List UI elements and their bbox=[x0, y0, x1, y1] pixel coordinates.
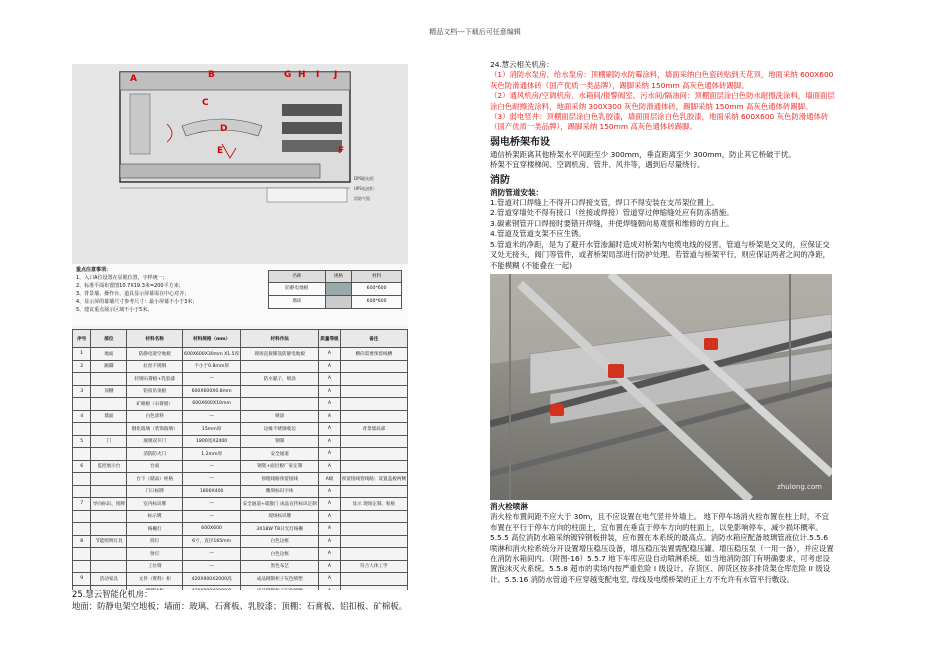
table-cell: 顶棚 bbox=[91, 385, 127, 398]
table-cell: — bbox=[183, 560, 241, 573]
table-cell bbox=[73, 398, 91, 411]
table-cell bbox=[91, 373, 127, 386]
notes-title: 重点注意事项： bbox=[76, 267, 112, 273]
table-cell: 8 bbox=[73, 535, 91, 548]
note-5: 5、建议重点展示区域不小于5米。 bbox=[76, 307, 153, 313]
table-cell: A bbox=[319, 385, 340, 398]
sprinkler-paragraph: 5.5.5 高位消防水箱采纳镀锌钢板拼装，应布置在本系统的最高点。消防水箱应配备玻璃管液位计.5.5.6 喷淋和消火栓系统分开设置增压稳压设备，增压稳压装置需配稳压罐、增压稳压泵（一用一备），并应设置在消防水箱间内。（附图-16）5.5.7 地下车库应设自动喷淋系统。如当地消防部门有明确要求，可考虑设置泡沫灭火系统。5.5.8 超市的卖场内按严重危险 I 级设计。存货区、卸货区按多排货架仓库危险 II 级设计。5.5.16 消防水管道不应穿越变配电室, 母线及电缆桥架的正上方不允许有水管平行敷设。 bbox=[490, 533, 834, 584]
table-cell: 3X18W T8日光灯格栅 bbox=[241, 523, 319, 536]
table-cell: 1.2mm厚 bbox=[183, 448, 241, 461]
table-cell: 3 bbox=[73, 385, 91, 398]
plan-letter-h: H bbox=[298, 70, 306, 80]
table-cell: 安全通道 bbox=[241, 448, 319, 461]
table-cell: 台下（储品）柜格 bbox=[127, 473, 183, 486]
table-row bbox=[73, 573, 408, 586]
table-cell: A bbox=[319, 373, 340, 386]
table-cell bbox=[91, 448, 127, 461]
table-row bbox=[73, 473, 408, 486]
table-cell bbox=[73, 485, 91, 498]
table-cell: 1800宽X2400 bbox=[183, 435, 241, 448]
section-24-title: 24.慧云相关机房： bbox=[490, 60, 554, 69]
plan-letter-g: G bbox=[284, 70, 292, 80]
table-cell bbox=[340, 385, 407, 398]
table-cell bbox=[91, 473, 127, 486]
legend-cell: 防静电地板 bbox=[269, 283, 326, 296]
side-label-gas: 消防气瓶 bbox=[354, 196, 370, 201]
table-cell: 5 bbox=[73, 435, 91, 448]
table-cell: 矿棉板（石膏板） bbox=[127, 398, 183, 411]
table-row bbox=[73, 523, 408, 536]
col-header: 材料规格（mm） bbox=[183, 330, 241, 348]
table-cell bbox=[91, 398, 127, 411]
table-cell: 导向标识、铭牌 bbox=[91, 498, 127, 511]
pipe-photo-drawing bbox=[490, 274, 832, 500]
plan-notes bbox=[72, 264, 408, 326]
table-cell: 监控展示台 bbox=[91, 460, 127, 473]
plan-letter-c: C bbox=[202, 98, 209, 108]
table-cell bbox=[73, 423, 91, 436]
table-cell: A bbox=[319, 535, 340, 548]
table-cell bbox=[340, 523, 407, 536]
table-cell: 踢脚 bbox=[91, 360, 127, 373]
table-cell: 600X600X0.8mm bbox=[183, 385, 241, 398]
table-cell: A bbox=[319, 398, 340, 411]
table-row bbox=[73, 435, 408, 448]
table-cell: 防水腻子，喷涂 bbox=[241, 373, 319, 386]
fire-heading: 消防 bbox=[490, 174, 510, 186]
table-cell: A bbox=[319, 360, 340, 373]
table-cell bbox=[241, 360, 319, 373]
table-cell: 安全通道+疏散门 成品宣传标识定制 bbox=[241, 498, 319, 511]
table-cell: A bbox=[319, 435, 340, 448]
table-cell: 现场直接铺设防静电地板 bbox=[241, 348, 319, 361]
table-row bbox=[73, 373, 408, 386]
left-figure bbox=[72, 64, 408, 590]
table-cell: A bbox=[319, 523, 340, 536]
table-cell: 600X600X10mm bbox=[183, 398, 241, 411]
table-cell: 筒灯 bbox=[127, 535, 183, 548]
section-25-title: 25.慧云智能化机房： bbox=[72, 589, 153, 599]
pipe-photo bbox=[490, 274, 832, 500]
table-cell: 轻钢石膏板+乳胶漆 bbox=[127, 373, 183, 386]
table-row bbox=[73, 560, 408, 573]
col-header: 部位 bbox=[91, 330, 127, 348]
table-cell: A bbox=[319, 460, 340, 473]
table-cell: — bbox=[183, 510, 241, 523]
table-cell: — bbox=[183, 548, 241, 561]
table-cell: 活动家具 bbox=[91, 573, 127, 586]
table-row bbox=[73, 410, 408, 423]
sprinkler-paragraph: 消火栓布置间距不应大于 30m，且不应设置在电气竖井外墙上。 地下停车场消火栓布置在柱上时，不宜布置在平行于停车方向的柱面上，宜布置在垂直于停车方向的柱面上，以免影响停车，减少损坏概率。 bbox=[490, 512, 830, 532]
table-cell: 室内标识牌 bbox=[127, 498, 183, 511]
table-cell bbox=[73, 523, 91, 536]
legend-header: 规格 bbox=[325, 271, 352, 283]
table-cell: A bbox=[319, 410, 340, 423]
note-2: 2、标准平面布置图10.7X19.3米=200平方米； bbox=[76, 283, 184, 289]
table-row bbox=[73, 360, 408, 373]
plan-letter-d: D bbox=[220, 124, 228, 134]
table-cell bbox=[340, 398, 407, 411]
plan-letter-i: I bbox=[316, 70, 320, 80]
s24-item: （3）弱电竖井：顶棚面层涂白色乳胶漆，墙面面层涂白色乳胶漆，地面采纳 600X600 灰色防滑通体砖（国产优质一类品牌），踢脚采纳 150mm 高灰色通体砖踢脚。 bbox=[490, 112, 829, 132]
table-cell: 不小于0.8mm厚 bbox=[183, 360, 241, 373]
table-cell: 600X600 bbox=[183, 523, 241, 536]
table-cell: 420X900X2000高 bbox=[183, 573, 241, 586]
table-cell: 格栅灯 bbox=[127, 523, 183, 536]
table-cell bbox=[91, 510, 127, 523]
table-cell: 预留接线管线路；设置盖板两侧 bbox=[340, 473, 407, 486]
table-row bbox=[73, 448, 408, 461]
table-cell: 墙面 bbox=[91, 410, 127, 423]
table-cell: A bbox=[319, 498, 340, 511]
note-3: 3、背景墙、操作台、道具显示屏幕需在中心对齐； bbox=[76, 291, 190, 297]
table-cell bbox=[73, 548, 91, 561]
legend-swatch bbox=[325, 283, 352, 296]
table-cell: A bbox=[319, 560, 340, 573]
table-cell: 1800X400 bbox=[183, 485, 241, 498]
table-row bbox=[73, 348, 408, 361]
table-cell: 钢架+面层板厂家定制 bbox=[241, 460, 319, 473]
pipe-subheading: 消防管道安装： bbox=[490, 187, 544, 197]
table-cell: 文件（资料）柜 bbox=[127, 573, 183, 586]
table-cell bbox=[91, 523, 127, 536]
table-cell bbox=[91, 485, 127, 498]
photo-watermark: zhulong.com bbox=[777, 482, 822, 491]
side-label-ups: UPS电池柜 bbox=[354, 186, 374, 191]
col-header: 材料名称 bbox=[127, 330, 183, 348]
page-header: 精品文档---下载后可任意编辑 bbox=[429, 28, 521, 36]
table-cell: 地面 bbox=[91, 348, 127, 361]
table-row bbox=[73, 398, 408, 411]
table-cell: 雕刻标识字体 bbox=[241, 485, 319, 498]
table-cell: 拉丝不锈钢 bbox=[127, 360, 183, 373]
table-cell: A bbox=[319, 573, 340, 586]
legend-header: 名称 bbox=[269, 271, 326, 283]
table-cell: — bbox=[183, 498, 241, 511]
table-cell bbox=[340, 360, 407, 373]
table-cell bbox=[340, 460, 407, 473]
table-cell: 4 bbox=[73, 410, 91, 423]
table-cell bbox=[73, 448, 91, 461]
table-cell bbox=[73, 560, 91, 573]
table-cell: 节能照明灯具 bbox=[91, 535, 127, 548]
bridge-heading: 弱电桥架布设 bbox=[490, 136, 550, 148]
materials-table-body bbox=[73, 348, 408, 591]
table-cell: 钢化玻璃（装饰玻璃） bbox=[127, 423, 183, 436]
table-cell: 6寸，直径165mm bbox=[183, 535, 241, 548]
table-cell: A级 bbox=[319, 473, 340, 486]
bridge-paragraph: 桥架不宜穿楼梯间、空调机房、管井、风井等，遇到后尽量绕行。 bbox=[490, 160, 705, 170]
table-row bbox=[73, 460, 408, 473]
table-cell: 黑色布艺 bbox=[241, 560, 319, 573]
table-row bbox=[73, 423, 408, 436]
table-cell: 1 bbox=[73, 348, 91, 361]
table-cell: 防静电架空地板 bbox=[127, 348, 183, 361]
table-cell: 2 bbox=[73, 360, 91, 373]
table-cell: 工位椅 bbox=[127, 560, 183, 573]
table-cell: 标示牌 bbox=[127, 510, 183, 523]
legend-cell: 600*600 bbox=[352, 283, 402, 296]
table-cell bbox=[340, 448, 407, 461]
table-cell: A bbox=[319, 448, 340, 461]
table-cell: A bbox=[319, 548, 340, 561]
table-cell: 门 bbox=[91, 435, 127, 448]
table-cell: 玻璃双开门 bbox=[127, 435, 183, 448]
s24-item: （1）消防水泵房、给水泵房：顶棚刷防水防霉涂料，墙面采纳白色瓷砖贴到天花顶，地面采纳 600X600 灰色防滑通体砖（国产优质一类品牌），踢脚采纳 150mm 高灰色通体砖踢脚。 bbox=[490, 70, 834, 90]
table-cell: 符合人体工学 bbox=[340, 560, 407, 573]
materials-table bbox=[72, 329, 408, 590]
table-cell bbox=[73, 373, 91, 386]
side-label-dps: DPS配电柜 bbox=[354, 176, 375, 181]
pipe-item: 5.管道米的净距，是为了避开水管渗漏时造成对桥架内电缆电线的侵害。管道与桥架是交叉的，应保证交叉处无接头，阀门等管件，或者桥架局部进行防护处理。若管道与桥架平行，则应保证两者之间的净距，不能模糊 (不能叠在一起) bbox=[490, 239, 830, 270]
table-cell: 白色涂料 bbox=[127, 410, 183, 423]
table-cell: 横向需要预留线槽 bbox=[340, 348, 407, 361]
table-cell: 15mm厚 bbox=[183, 423, 241, 436]
note-1: 1、入口A位设置在显眼位置，字样统一； bbox=[76, 275, 168, 281]
table-cell: 9 bbox=[73, 573, 91, 586]
plan-letter-f: F bbox=[338, 146, 345, 156]
table-row bbox=[73, 510, 408, 523]
table-cell: 7 bbox=[73, 498, 91, 511]
table-cell bbox=[73, 510, 91, 523]
pipe-item: 3.碳素钢管开口焊接时要错开焊缝，并使焊缝朝向易观察和维修的方向上。 bbox=[490, 218, 734, 228]
table-cell bbox=[340, 535, 407, 548]
col-header: 材料作法 bbox=[241, 330, 319, 348]
table-row bbox=[73, 548, 408, 561]
table-cell bbox=[73, 473, 91, 486]
table-row bbox=[73, 498, 408, 511]
table-cell: 钢制 bbox=[241, 435, 319, 448]
legend-swatch bbox=[325, 296, 352, 309]
table-cell bbox=[241, 385, 319, 398]
table-cell bbox=[241, 398, 319, 411]
table-cell: A bbox=[319, 348, 340, 361]
table-cell bbox=[91, 423, 127, 436]
plan-letter-b: B bbox=[208, 70, 215, 80]
plan-letter-a: A bbox=[130, 74, 137, 84]
legend-table bbox=[268, 270, 402, 309]
legend-cell: 600*600 bbox=[352, 296, 402, 309]
table-cell: — bbox=[183, 460, 241, 473]
table-cell: 成品钢制柜子灰色喷塑 bbox=[241, 573, 319, 586]
floor-plan bbox=[72, 64, 408, 264]
table-cell bbox=[91, 560, 127, 573]
table-cell bbox=[340, 373, 407, 386]
plan-letter-j: J bbox=[334, 70, 338, 80]
table-cell: 白色边框 bbox=[241, 535, 319, 548]
right-column bbox=[490, 60, 835, 585]
table-cell: — bbox=[183, 473, 241, 486]
table-row bbox=[73, 485, 408, 498]
table-cell: 背景墙局部 bbox=[340, 423, 407, 436]
col-header: 序号 bbox=[73, 330, 91, 348]
legend-cell: 墙砖 bbox=[269, 296, 326, 309]
table-cell: 台面 bbox=[127, 460, 183, 473]
table-cell: 现场标识牌 bbox=[241, 510, 319, 523]
table-cell: — bbox=[183, 373, 241, 386]
table-cell: 白色边框 bbox=[241, 548, 319, 561]
table-cell: A bbox=[319, 510, 340, 523]
table-cell: 铝扣吊顶板 bbox=[127, 385, 183, 398]
table-cell bbox=[340, 435, 407, 448]
table-cell: 射灯 bbox=[127, 548, 183, 561]
section-25-body: 地面：防静电架空地板；墙面：玻璃、石膏板、乳胶漆；顶棚：石膏板、铝扣板、矿棉板。 bbox=[72, 601, 407, 611]
table-cell: 边缘不锈钢收边 bbox=[241, 423, 319, 436]
table-cell: 预埋线路预留接线 bbox=[241, 473, 319, 486]
table-row bbox=[73, 385, 408, 398]
table-cell bbox=[340, 548, 407, 561]
sprinkler-heading: 消火栓喷淋 bbox=[490, 501, 528, 511]
note-4: 4、显示屏的幕墙尺寸参考尺寸：最小屏幕不小于3米； bbox=[76, 299, 198, 305]
pipe-item: 4.管道及管道支架不应生锈。 bbox=[490, 229, 586, 239]
pipe-item: 2.管道穿墙处不得有接口（丝接或焊接）管道穿过伸缩缝处应有防冻措施。 bbox=[490, 208, 734, 218]
table-cell bbox=[340, 410, 407, 423]
table-cell: 消防防火门 bbox=[127, 448, 183, 461]
table-cell: 显示 现场定制、粘贴 bbox=[340, 498, 407, 511]
table-cell: 6 bbox=[73, 460, 91, 473]
table-cell: 喷涂 bbox=[241, 410, 319, 423]
col-header: 备注 bbox=[340, 330, 407, 348]
col-header: 质量等级 bbox=[319, 330, 340, 348]
table-cell bbox=[91, 548, 127, 561]
plan-letter-e: E bbox=[217, 146, 224, 156]
bridge-paragraph: 通信桥架距离其他桥架水平间距至少 300mm，垂直距离至少 300mm，防止其它桥破干扰。 bbox=[490, 149, 796, 159]
pipe-item: 1.管道对口焊缝上不得开口焊接支管，焊口不得安装在支吊架位置上。 bbox=[490, 198, 719, 208]
table-cell: — bbox=[183, 410, 241, 423]
legend-header: 材料 bbox=[352, 271, 402, 283]
table-cell: A bbox=[319, 423, 340, 436]
table-cell bbox=[340, 485, 407, 498]
table-cell bbox=[340, 510, 407, 523]
left-text bbox=[72, 588, 412, 612]
floor-plan-drawing bbox=[72, 64, 408, 264]
table-cell: 600X600X30mm X1.5厚 bbox=[183, 348, 241, 361]
table-cell: A bbox=[319, 485, 340, 498]
table-row bbox=[73, 535, 408, 548]
s24-item: （2）通风机房/空调机房、水箱间/报警阀室、污水间/隔油间：顶棚面层涂白色防水耐擦洗涂料，墙面面层涂白色耐擦洗涂料，地面采纳 300X300 灰色防滑通体砖，踢脚采纳 150mm 高灰色通体砖踢脚。 bbox=[490, 91, 835, 111]
table-cell: 门口标牌 bbox=[127, 485, 183, 498]
table-cell bbox=[340, 573, 407, 586]
